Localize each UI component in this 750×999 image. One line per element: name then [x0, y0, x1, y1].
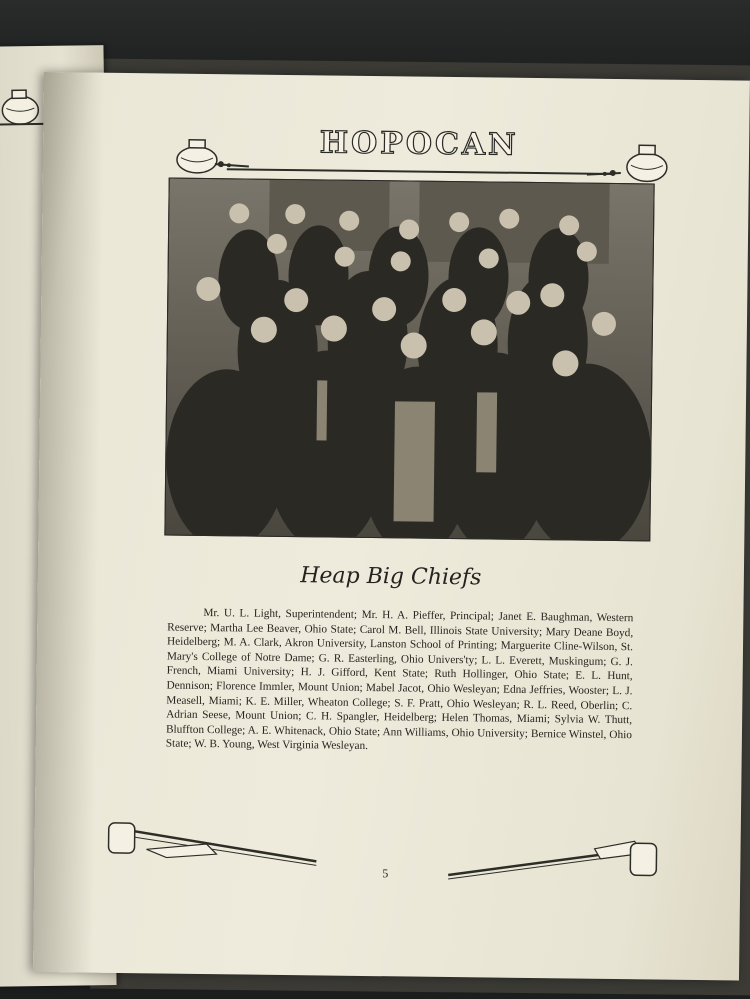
header-rule — [227, 168, 613, 175]
staff-list-text: Mr. U. L. Light, Superintendent; Mr. H. A. Pieffer, Principal; Janet E. Baughman, Western Reserve; Martha Lee Beaver, Ohio State; Carol M. Bell, Illinois State University; Mary Deane Boyd, Heidelberg; M. A. Clark, Akron University, Lanston School of Printing; Marguerite Cline-Wilson, St. Mary's College of Notre Dame; G. R. Easterling, Ohio Univers'ty; L. L. Everett, Muskingum; G. J. French, Miami University; H. J. Gifford, Kent State; Ruth Hollinger, Ohio State; E. L. Hunt, Dennison; Florence Immler, Mount Union; Mabel Jacot, Ohio Wesleyan; Edna Jeffries, Wooster; L. J. Measell, Miami; K. E. Miller, Wheaton College; S. F. Pratt, Ohio Wesleyan; R. L. Reed, Oberlin; C. Adrian Seese, Mount Union; C. H. Spangler, Heidelberg; Helen Thomas, Miami; Sylvia W. Thutt, Bluffton College; A. E. Whitenack, Ohio State; Ann Williams, Ohio University; Bernice Winstel, Ohio State; W. B. Young, West Virginia Wesleyan. — [165, 606, 634, 753]
group-photo — [164, 178, 654, 542]
yearbook-page — [33, 72, 750, 981]
gutter-shadow — [33, 72, 104, 973]
page-title: Heap Big Chiefs — [300, 563, 482, 591]
page-number: 5 — [382, 866, 389, 881]
group-photo-image — [165, 179, 653, 541]
peace-pipe-icon — [106, 813, 337, 876]
pottery-jug-icon — [587, 143, 674, 188]
peace-pipe-icon — [444, 829, 665, 892]
yearbook-title: HOPOCAN — [319, 125, 519, 163]
